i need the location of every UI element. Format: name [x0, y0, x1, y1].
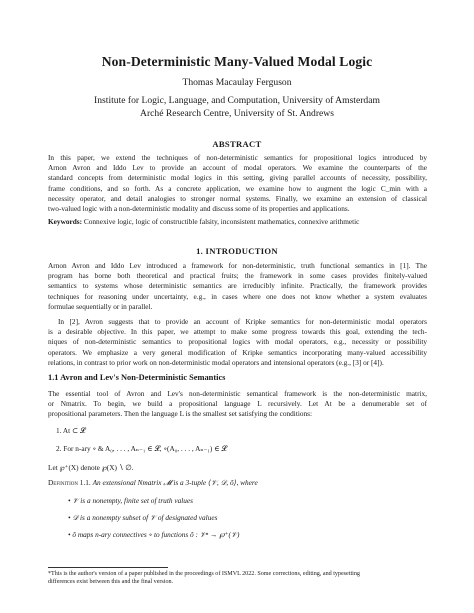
definition-bullet: • 𝒟 is a nonempty subset of 𝒱 of designated values: [68, 513, 218, 522]
definition-1-1: [48, 478, 427, 488]
condition-item-1: 1. At ⊂ 𝓛: [56, 426, 86, 435]
abstract-body: [48, 153, 427, 214]
affiliation-1: Institute for Logic, Language, and Computation, University of Amsterdam: [94, 95, 380, 106]
affiliation-2: Arché Research Centre, University of St. Andrews: [140, 108, 334, 119]
footnote-line: differences exist between this and the final version.: [48, 579, 174, 586]
intro-line: operators. We emphasize a very general modification of Kripke semantics incorporating many-valued accessibility: [48, 347, 427, 357]
notation-line: Let ℘⁺(X) denote ℘(X) ∖ ∅.: [48, 463, 134, 472]
intro-line: niques of non-deterministic semantics to propositional logics with modal operators, e.g., necessity or possibility: [48, 337, 427, 347]
abstract-line: Arnon Avron and Iddo Lev to provide an account of modal operators. We examine the counterparts of the: [48, 163, 427, 173]
footnote-rule: [48, 567, 168, 568]
abstract-line: two-valued logic with a non-deterministic modality and discuss some of its properties and applications.: [48, 204, 350, 214]
intro-line: program has borne both theoretical and practical fruits; the framework in some cases provides finitely-valued: [48, 271, 427, 281]
abstract-line: frame conditions, and so forth. As a concrete application, we examine how to augment the logic C_min with a: [48, 183, 427, 193]
author-name: Thomas Macaulay Ferguson: [182, 77, 292, 88]
abstract-line: standard concepts from deterministic modal logics in this setting, giving parallel accounts of necessity, possibility,: [48, 173, 427, 183]
intro-line: Arnon Avron and Iddo Lev introduced a framework for non-deterministic, truth functional semantics in [1]. The: [48, 261, 427, 270]
intro-line: formulae sequentially or in parallel.: [48, 301, 153, 311]
abstract-line: necessity operator, and detail analogies to stronger normal systems. Finally, we examine an extension of classical: [48, 193, 427, 203]
subsection-heading: 1.1 Avron and Lev's Non-Deterministic Semantics: [48, 373, 226, 382]
keywords-label: Keywords:: [48, 217, 83, 226]
intro-line: is a desirable objective. In this paper, we attempt to make some progress towards this goal, extending the tech-: [48, 327, 427, 337]
intro-line: semantics to systems whose deterministic semantics are irreducibly infinite. Practically, the framework provides: [48, 281, 427, 291]
abstract-heading: ABSTRACT: [212, 139, 262, 149]
definition-bullet: • õ maps n-ary connectives ∘ to functions õ : 𝒱ⁿ → ℘⁺(𝒱): [68, 530, 240, 539]
definition-bullet: • 𝒱 is a nonempty, finite set of truth values: [68, 496, 193, 505]
definition-text: An extensional Nmatrix 𝓜 is a 3-tuple ⟨𝒱, 𝒟, õ⟩, where: [92, 478, 258, 487]
subsection-line: or Nmatrix. To begin, we build a propositional language L recursively. Let At be a denumerable set of: [48, 399, 427, 409]
intro-line: In [2], Avron suggests that to provide an account of Kripke semantics for non-deterministic modal operators: [58, 317, 427, 326]
footnote: [48, 570, 427, 586]
subsection-line: propositional parameters. Then the language L is the smallest set satisfying the conditions:: [48, 409, 313, 419]
definition-label: Definition 1.1.: [48, 478, 91, 487]
intro-line: relations, in contrast to prior work on non-deterministic modal operators and intensional operators (e.g., [3] or [4]).: [48, 357, 384, 367]
abstract-line: In this paper, we extend the techniques of non-deterministic semantics for propositional logics introduced by: [48, 153, 427, 162]
subsection-paragraph: [48, 389, 427, 420]
paper-title: Non-Deterministic Many-Valued Modal Logic: [101, 54, 373, 69]
keywords-text: Connexive logic, logic of constructible falsity, inconsistent mathematics, connexive arithmetic: [83, 217, 360, 226]
keywords-line: [48, 217, 427, 227]
subsection-line: The essential tool of Avron and Lev's non-deterministic semantical framework is the non-deterministic matrix,: [48, 389, 427, 398]
intro-heading: 1. INTRODUCTION: [196, 246, 278, 256]
footnote-line: *This is the author's version of a paper published in the proceedings of ISMVL 2022. Some corrections, editing, and typesetting: [48, 571, 360, 577]
condition-item-2: 2. For n-ary ∘ & A₀, . . . , Aₙ₋₁ ∈ 𝓛, ∘(A₀, . . . , Aₙ₋₁) ∈ 𝓛: [56, 444, 227, 453]
intro-paragraph-1: [48, 261, 427, 312]
intro-line: techniques for reasoning under uncertainty, e.g., in cases where one does not know whether a system evaluates: [48, 291, 427, 301]
intro-paragraph-2: [48, 317, 427, 368]
